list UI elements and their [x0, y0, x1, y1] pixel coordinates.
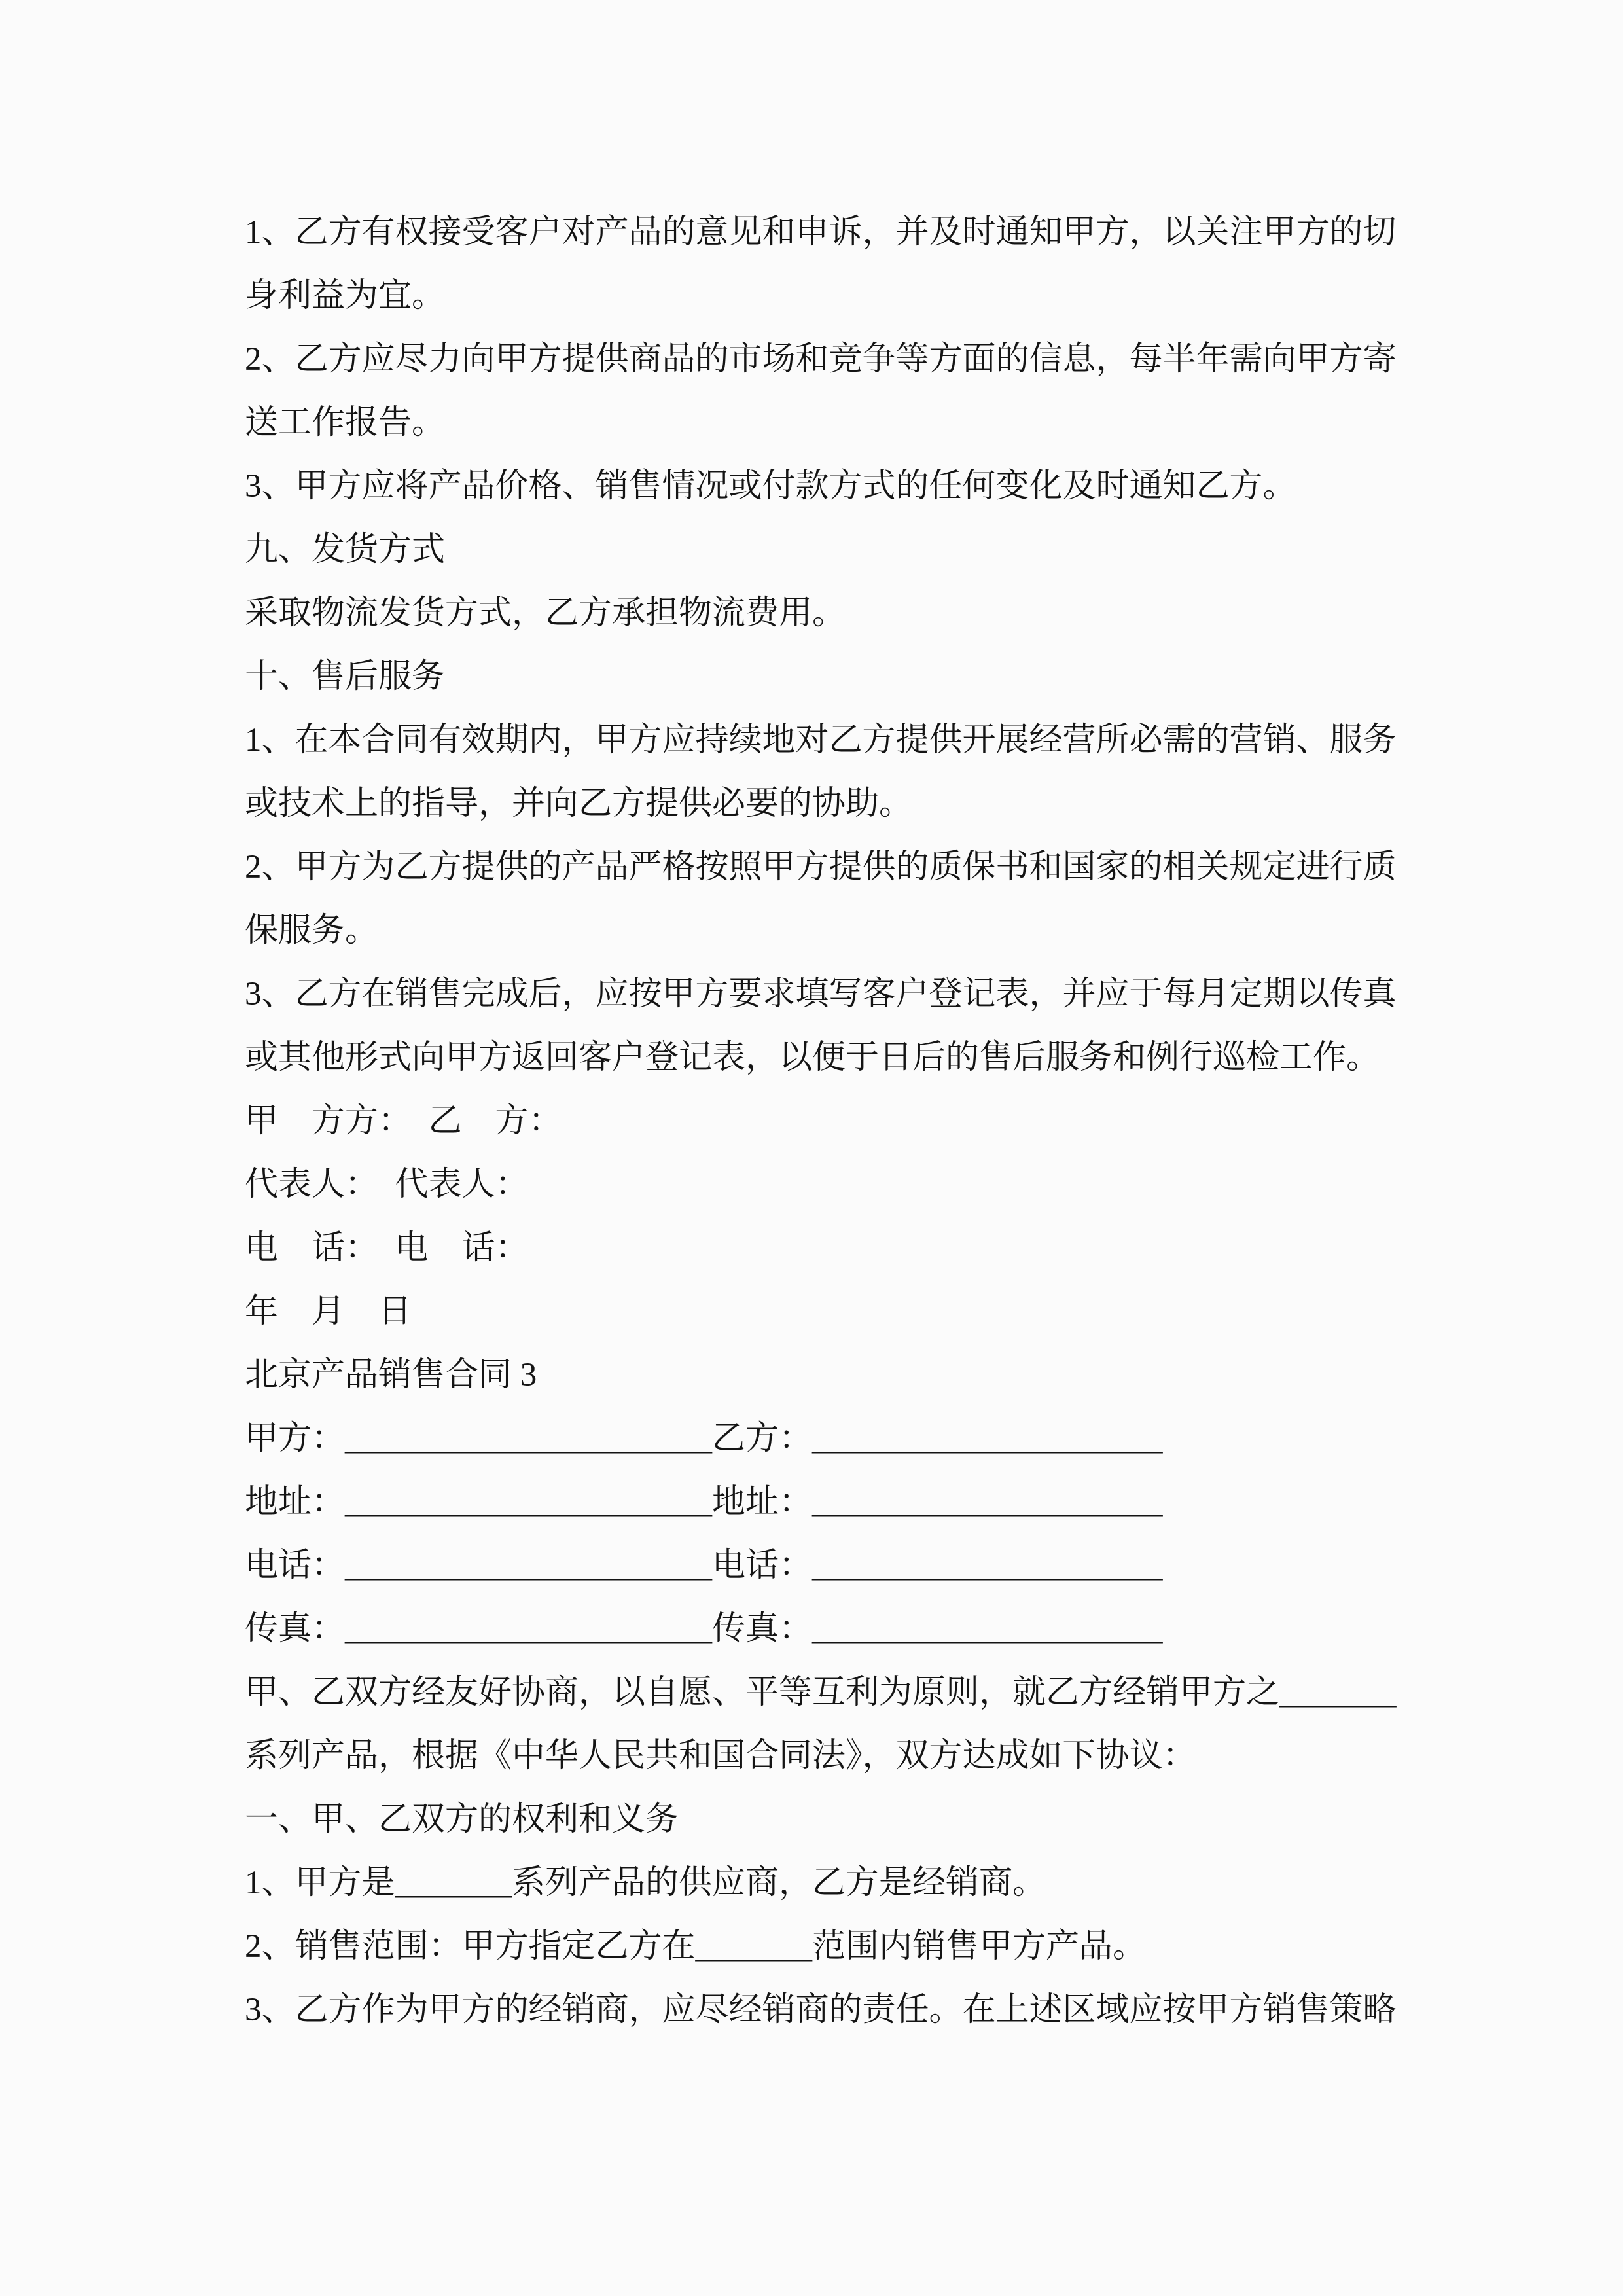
section-heading-after-sales: 十、售后服务 — [245, 658, 446, 695]
document-body — [245, 201, 1410, 2042]
clause-line-continuation: 身利益为宜。 — [245, 278, 446, 314]
signature-phone-row: 电 话： 电 话： — [245, 1230, 529, 1266]
clause-line: 1、乙方有权接受客户对产品的意见和申诉，并及时通知甲方，以关注甲方的切 — [245, 214, 1397, 251]
section-heading-rights: 一、甲、乙双方的权利和义务 — [245, 1801, 679, 1838]
clause-line-continuation: 送工作报告。 — [245, 404, 446, 441]
clause-line: 3、乙方作为甲方的经销商，应尽经销商的责任。在上述区域应按甲方销售策略 — [245, 1992, 1397, 2028]
clause-line: 3、甲方应将产品价格、销售情况或付款方式的任何变化及时通知乙方。 — [245, 468, 1296, 505]
signature-date-row: 年 月 日 — [245, 1293, 412, 1330]
clause-line: 2、销售范围：甲方指定乙方在_______范围内销售甲方产品。 — [245, 1928, 1147, 1965]
clause-line: 1、甲方是_______系列产品的供应商，乙方是经销商。 — [245, 1865, 1046, 1901]
signature-party-row: 甲 方方： 乙 方： — [245, 1103, 562, 1139]
form-row-address-blanks: 地址：______________________地址：_____________________ — [245, 1484, 1163, 1520]
form-row-phone-blanks: 电话：______________________电话：_____________________ — [245, 1547, 1163, 1584]
clause-line-continuation: 或技术上的指导，并向乙方提供必要的协助。 — [245, 785, 913, 822]
form-row-fax-blanks: 传真：______________________传真：_____________________ — [245, 1611, 1163, 1647]
section-heading-delivery: 九、发货方式 — [245, 531, 446, 568]
contract-title: 北京产品销售合同 3 — [245, 1357, 537, 1393]
preamble-line-continuation: 系列产品，根据《中华人民共和国合同法》，双方达成如下协议： — [245, 1738, 1196, 1774]
form-row-party-blanks: 甲方：______________________乙方：_____________________ — [245, 1420, 1163, 1457]
clause-line: 2、甲方为乙方提供的产品严格按照甲方提供的质保书和国家的相关规定进行质 — [245, 849, 1397, 886]
clause-line: 1、在本合同有效期内，甲方应持续地对乙方提供开展经营所必需的营销、服务 — [245, 722, 1397, 759]
clause-line-continuation: 或其他形式向甲方返回客户登记表，以便于日后的售后服务和例行巡检工作。 — [245, 1039, 1380, 1076]
clause-line: 采取物流发货方式，乙方承担物流费用。 — [245, 595, 846, 632]
clause-line-continuation: 保服务。 — [245, 912, 379, 949]
signature-representative-row: 代表人： 代表人： — [245, 1166, 529, 1203]
preamble-line: 甲、乙双方经友好协商，以自愿、平等互利为原则，就乙方经销甲方之_______ — [245, 1674, 1397, 1711]
clause-line: 3、乙方在销售完成后，应按甲方要求填写客户登记表，并应于每月定期以传真 — [245, 976, 1397, 1013]
clause-line: 2、乙方应尽力向甲方提供商品的市场和竞争等方面的信息，每半年需向甲方寄 — [245, 341, 1397, 378]
